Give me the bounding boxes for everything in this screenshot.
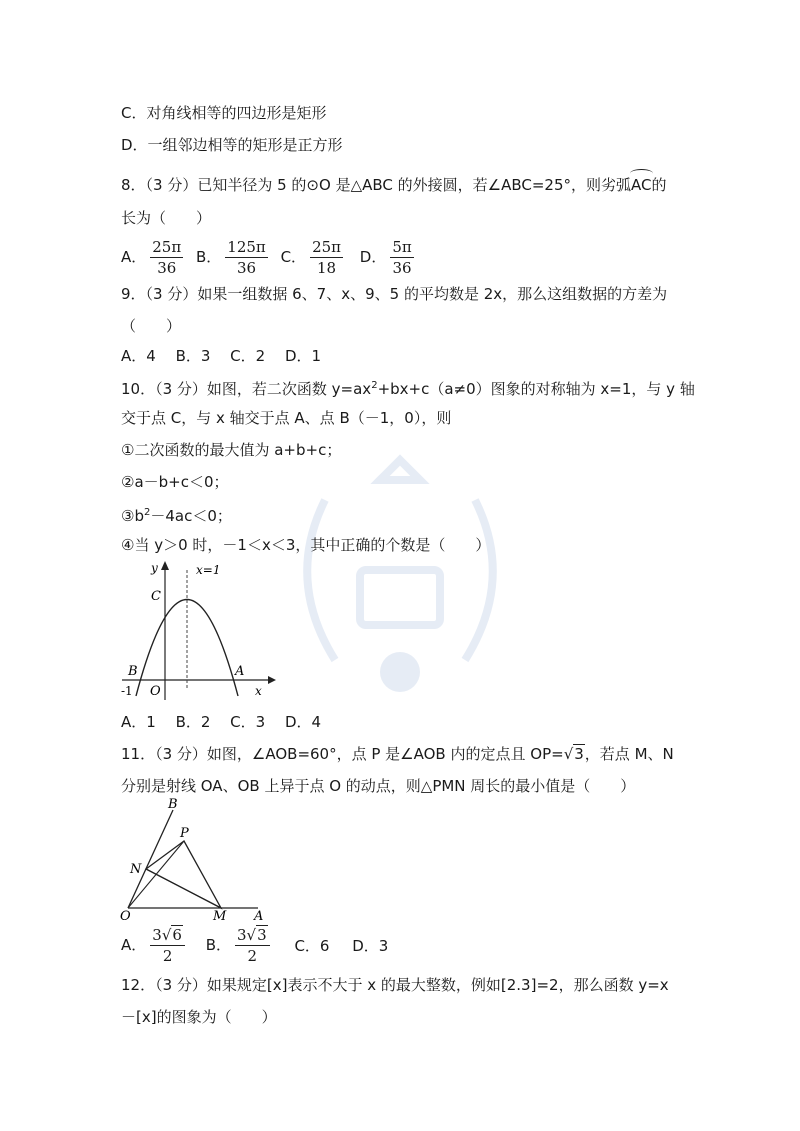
q9-stem: 9．（3 分）如果一组数据 6、7、x、9、5 的平均数是 2x，那么这组数据的方差为 <box>121 285 668 303</box>
q8-stem <box>121 175 667 195</box>
q11-label-o: O <box>120 909 131 921</box>
q11-option-a: A． $\frac{3√6}{2}$ <box>121 926 189 965</box>
q10-statement-2: ②a－b+c＜0； <box>121 473 229 491</box>
q10-statement-4: ④当 y＞0 时，－1＜x＜3，其中正确的个数是（ ） <box>121 536 491 554</box>
q11-angle-figure <box>118 796 268 921</box>
q11-options <box>121 926 388 965</box>
q10-label-a: A <box>235 664 245 679</box>
q10-label-o: O <box>150 684 161 699</box>
q11-ray-ob <box>128 810 173 908</box>
q10-label-y: y <box>151 561 158 575</box>
q9-stem-continued: （ ） <box>121 317 182 335</box>
q10-stem: 10．（3 分）如图，若二次函数 $y=ax^2+bx+c(a\ne 0)$图象的对称轴为 x=1，与 y 轴 <box>121 380 695 398</box>
q10-y-arrow <box>161 561 169 570</box>
q9-options: A．4 B．3 C．2 D．1 <box>121 347 322 365</box>
q10-label-b: B <box>128 664 138 679</box>
q10-parabola-figure <box>118 558 278 703</box>
q8-stem-text: 8．（3 分）已知半径为 5 的⊙O 是△ABC 的外接圆，若∠ABC=25°，则劣弧 <box>121 176 632 194</box>
q11-option-c: C．6 <box>294 936 330 955</box>
q11-option-d: D．3 <box>352 936 389 955</box>
q12-stem: 12．（3 分）如果规定[x]表示不大于 x 的最大整数，例如[2.3]=2，那么函数 y=x <box>121 976 669 994</box>
q11-label-m: M <box>213 909 227 921</box>
q8-option-c: C． $\frac{25\pi}{18}$ <box>280 238 342 277</box>
q12-stem-continued: －[x]的图象为（ ） <box>121 1008 277 1026</box>
q10-statement-1: ①二次函数的最大值为 a+b+c； <box>121 441 342 459</box>
q10-options: A．1 B．2 C．3 D．4 <box>121 713 322 731</box>
q8-option-d: D． $\frac{5\pi}{36}$ <box>359 238 412 277</box>
q11-label-p: P <box>180 826 189 841</box>
q8-stem-tail: 的 <box>651 176 667 194</box>
q7-option-d: D．一组邻边相等的矩形是正方形 <box>121 136 343 154</box>
q10-label-neg1: -1 <box>121 684 133 698</box>
q8-option-a: A． $\frac{25\pi}{36}$ <box>121 238 182 277</box>
q8-options <box>121 238 418 277</box>
q11-stem: 11．（3 分）如图，∠AOB=60°，点 P 是∠AOB 内的定点且 OP=√3，若点 M、N <box>121 745 674 763</box>
q8-option-b: B． $\frac{125\pi}{36}$ <box>196 238 266 277</box>
q10-label-axis: x=1 <box>196 563 221 577</box>
q10-label-x: x <box>255 684 262 698</box>
q7-option-c: C．对角线相等的四边形是矩形 <box>121 104 327 122</box>
q11-label-a: A <box>254 909 264 921</box>
q8-arc-label: AC <box>631 176 652 194</box>
q11-label-n: N <box>130 862 142 877</box>
q8-stem-continued: 长为（ ） <box>121 209 212 227</box>
q11-option-b: B． $\frac{3√3}{2}$ <box>206 926 274 965</box>
watermark-logo <box>285 440 515 700</box>
q10-label-c: C <box>151 589 161 604</box>
q10-x-arrow <box>268 676 276 684</box>
q10-stem-continued: 交于点 C，与 x 轴交于点 A、点 B（－1，0），则 <box>121 409 452 427</box>
q11-stem-continued: 分别是射线 OA、OB 上异于点 O 的动点，则△PMN 周长的最小值是（ ） <box>121 777 636 795</box>
q11-label-b: B <box>168 797 178 812</box>
q10-statement-3: $③b^2-4ac<0$； <box>121 507 232 525</box>
